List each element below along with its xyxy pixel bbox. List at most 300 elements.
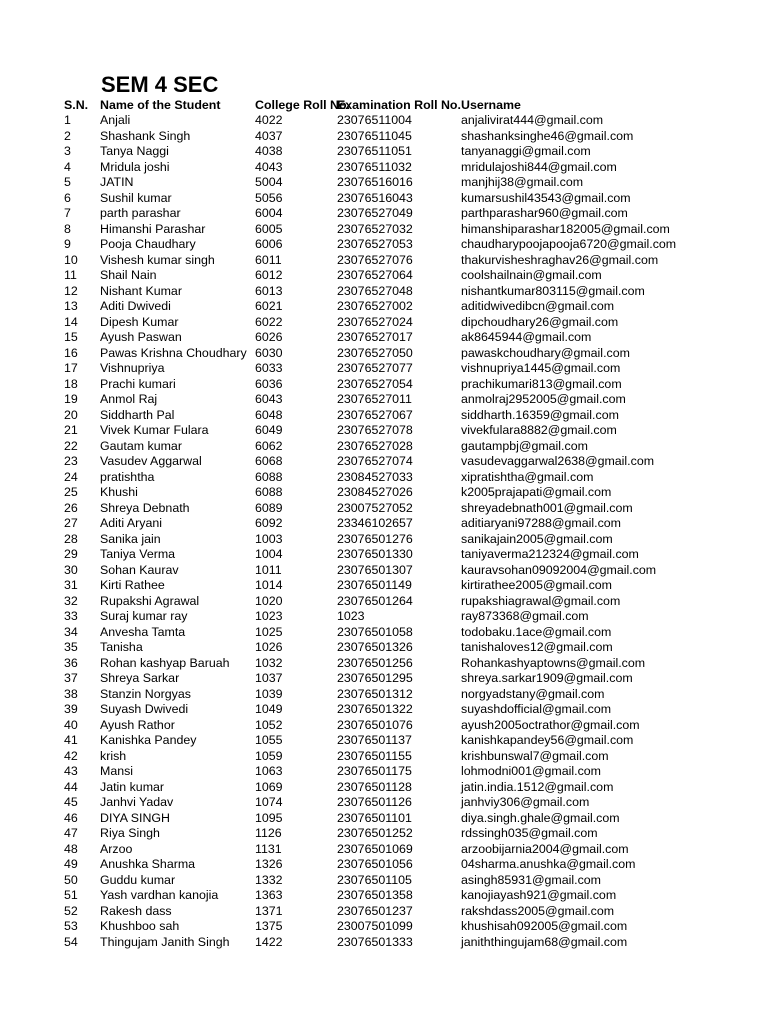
cell-student-name: Jatin kumar <box>100 779 165 794</box>
cell-username: himanshiparashar182005@gmail.com <box>461 221 670 236</box>
cell-college-roll-no: 6049 <box>255 423 283 437</box>
cell-student-name: Sushil kumar <box>100 190 172 205</box>
cell-student-name: Aditi Dwivedi <box>100 299 171 313</box>
cell-sn: 31 <box>64 578 78 592</box>
cell-sn: 29 <box>64 547 78 561</box>
table-row <box>0 315 768 331</box>
cell-username: ayush2005octrathor@gmail.com <box>461 717 640 732</box>
cell-college-roll-no: 1363 <box>255 888 283 902</box>
cell-examination-roll-no: 23076527049 <box>337 206 413 220</box>
cell-examination-roll-no: 23076527028 <box>337 438 413 453</box>
table-row <box>0 175 768 191</box>
table-row <box>0 113 768 129</box>
cell-student-name: Taniya Verma <box>100 547 176 561</box>
table-row <box>0 408 768 424</box>
cell-sn: 26 <box>64 500 78 515</box>
cell-college-roll-no: 6005 <box>255 221 283 236</box>
cell-student-name: Stanzin Norgyas <box>100 686 191 701</box>
cell-examination-roll-no: 23084527026 <box>337 485 413 499</box>
cell-college-roll-no: 4038 <box>255 144 283 158</box>
table-row <box>0 749 768 765</box>
cell-student-name: Shreya Sarkar <box>100 671 180 685</box>
cell-student-name: Riya Singh <box>100 826 160 840</box>
cell-username: nishantkumar803115@gmail.com <box>461 283 645 298</box>
table-row <box>0 857 768 873</box>
cell-username: kumarsushil43543@gmail.com <box>461 190 631 205</box>
cell-college-roll-no: 6012 <box>255 268 283 282</box>
cell-college-roll-no: 6048 <box>255 407 283 422</box>
cell-student-name: Vishnupriya <box>100 361 165 375</box>
cell-username: todobaku.1ace@gmail.com <box>461 624 612 639</box>
cell-username: aditiaryani97288@gmail.com <box>461 516 621 530</box>
cell-sn: 25 <box>64 485 78 499</box>
cell-sn: 17 <box>64 361 78 375</box>
cell-examination-roll-no: 1023 <box>337 609 365 623</box>
table-row <box>0 842 768 858</box>
cell-college-roll-no: 1059 <box>255 748 283 763</box>
cell-college-roll-no: 1126 <box>255 826 282 840</box>
cell-sn: 4 <box>64 159 71 174</box>
table-row <box>0 563 768 579</box>
cell-college-roll-no: 1371 <box>255 903 283 918</box>
cell-sn: 27 <box>64 516 78 530</box>
cell-college-roll-no: 4022 <box>255 113 283 127</box>
cell-student-name: Vivek Kumar Fulara <box>100 423 209 437</box>
cell-username: tanishaloves12@gmail.com <box>461 640 613 654</box>
cell-college-roll-no: 1020 <box>255 593 283 608</box>
table-row <box>0 904 768 920</box>
cell-username: vishnupriya1445@gmail.com <box>461 361 621 375</box>
cell-examination-roll-no: 23076501312 <box>337 686 413 701</box>
cell-username: ak8645944@gmail.com <box>461 330 592 344</box>
cell-sn: 18 <box>64 376 78 391</box>
cell-student-name: Shreya Debnath <box>100 500 190 515</box>
header-student-name: Name of the Student <box>100 98 221 112</box>
table-row <box>0 423 768 439</box>
cell-examination-roll-no: 23076501276 <box>337 531 413 546</box>
cell-sn: 3 <box>64 144 71 158</box>
cell-username: arzoobijarnia2004@gmail.com <box>461 841 629 856</box>
cell-college-roll-no: 1074 <box>255 795 283 809</box>
table-row <box>0 826 768 842</box>
table-row <box>0 361 768 377</box>
cell-username: taniyaverma212324@gmail.com <box>461 547 639 561</box>
cell-student-name: Anushka Sharma <box>100 857 196 871</box>
cell-student-name: DIYA SINGH <box>100 810 170 825</box>
cell-username: kanishkapandey56@gmail.com <box>461 733 634 747</box>
table-row <box>0 454 768 470</box>
cell-username: vasudevaggarwal2638@gmail.com <box>461 454 655 468</box>
table-row <box>0 609 768 625</box>
cell-examination-roll-no: 23076501056 <box>337 857 413 871</box>
cell-student-name: Dipesh Kumar <box>100 314 179 329</box>
table-row <box>0 485 768 501</box>
cell-examination-roll-no: 23076501252 <box>337 826 413 840</box>
cell-username: anmolraj2952005@gmail.com <box>461 392 626 406</box>
cell-student-name: Anvesha Tamta <box>100 624 186 639</box>
cell-college-roll-no: 6022 <box>255 314 283 329</box>
cell-examination-roll-no: 23076527074 <box>337 454 413 468</box>
cell-examination-roll-no: 23076501264 <box>337 593 413 608</box>
cell-sn: 34 <box>64 624 78 639</box>
cell-sn: 30 <box>64 562 78 577</box>
cell-college-roll-no: 1422 <box>255 934 283 949</box>
cell-username: shreyadebnath001@gmail.com <box>461 500 633 515</box>
cell-examination-roll-no: 23076516043 <box>337 190 413 205</box>
cell-examination-roll-no: 23076516016 <box>337 175 413 189</box>
cell-examination-roll-no: 23076527002 <box>337 299 413 313</box>
cell-student-name: Himanshi Parashar <box>100 221 206 236</box>
table-row <box>0 888 768 904</box>
cell-college-roll-no: 4043 <box>255 159 283 174</box>
cell-examination-roll-no: 23007501099 <box>337 919 413 933</box>
table-row <box>0 268 768 284</box>
cell-student-name: Shashank Singh <box>100 128 191 143</box>
cell-sn: 23 <box>64 454 78 468</box>
cell-college-roll-no: 5056 <box>255 190 283 205</box>
cell-college-roll-no: 6088 <box>255 469 283 484</box>
cell-sn: 33 <box>64 609 78 623</box>
cell-examination-roll-no: 23076527064 <box>337 268 413 282</box>
cell-username: tanyanaggi@gmail.com <box>461 144 591 158</box>
cell-student-name: Mridula joshi <box>100 159 170 174</box>
cell-student-name: Guddu kumar <box>100 872 176 887</box>
cell-college-roll-no: 1023 <box>255 609 283 623</box>
cell-sn: 43 <box>64 764 78 778</box>
cell-sn: 41 <box>64 733 78 747</box>
cell-college-roll-no: 6004 <box>255 206 283 220</box>
cell-student-name: Suraj kumar ray <box>100 609 188 623</box>
cell-college-roll-no: 6068 <box>255 454 283 468</box>
cell-sn: 7 <box>64 206 71 220</box>
header-username: Username <box>461 98 521 112</box>
cell-sn: 16 <box>64 345 78 360</box>
cell-examination-roll-no: 23076501322 <box>337 702 413 716</box>
table-row <box>0 237 768 253</box>
cell-sn: 11 <box>64 268 77 282</box>
cell-sn: 38 <box>64 686 78 701</box>
cell-username: janhviy306@gmail.com <box>461 795 590 809</box>
cell-username: mridulajoshi844@gmail.com <box>461 159 617 174</box>
cell-username: siddharth.16359@gmail.com <box>461 407 619 422</box>
cell-username: Rohankashyaptowns@gmail.com <box>461 655 646 670</box>
cell-sn: 37 <box>64 671 78 685</box>
cell-student-name: Tanya Naggi <box>100 144 169 158</box>
cell-college-roll-no: 1025 <box>255 624 283 639</box>
cell-college-roll-no: 1011 <box>255 562 282 577</box>
table-row <box>0 935 768 951</box>
cell-username: kirtirathee2005@gmail.com <box>461 578 613 592</box>
cell-username: lohmodni001@gmail.com <box>461 764 601 778</box>
cell-college-roll-no: 6089 <box>255 500 283 515</box>
cell-college-roll-no: 6092 <box>255 516 283 530</box>
cell-username: anjalivirat444@gmail.com <box>461 113 604 127</box>
table-row <box>0 222 768 238</box>
table-row <box>0 191 768 207</box>
cell-sn: 35 <box>64 640 78 654</box>
cell-college-roll-no: 1095 <box>255 810 283 825</box>
cell-college-roll-no: 5004 <box>255 175 283 189</box>
cell-sn: 47 <box>64 826 78 840</box>
table-row <box>0 873 768 889</box>
cell-username: rupakshiagrawal@gmail.com <box>461 593 621 608</box>
cell-college-roll-no: 1131 <box>255 841 282 856</box>
cell-sn: 44 <box>64 779 78 794</box>
table-row <box>0 656 768 672</box>
cell-student-name: Anmol Raj <box>100 392 158 406</box>
cell-sn: 45 <box>64 795 78 809</box>
cell-username: pawaskchoudhary@gmail.com <box>461 345 630 360</box>
cell-examination-roll-no: 23076501256 <box>337 655 413 670</box>
cell-examination-roll-no: 23076501069 <box>337 841 413 856</box>
cell-username: diya.singh.ghale@gmail.com <box>461 810 620 825</box>
cell-sn: 53 <box>64 919 78 933</box>
cell-sn: 46 <box>64 810 78 825</box>
cell-username: k2005prajapati@gmail.com <box>461 485 612 499</box>
cell-college-roll-no: 6013 <box>255 283 283 298</box>
cell-college-roll-no: 1052 <box>255 717 283 732</box>
table-row <box>0 299 768 315</box>
cell-examination-roll-no: 23076511032 <box>337 159 412 174</box>
table-row <box>0 346 768 362</box>
cell-student-name: Gautam kumar <box>100 438 182 453</box>
cell-examination-roll-no: 23076527054 <box>337 376 413 391</box>
cell-username: ray873368@gmail.com <box>461 609 589 623</box>
cell-college-roll-no: 1063 <box>255 764 283 778</box>
cell-student-name: Mansi <box>100 764 134 778</box>
cell-sn: 6 <box>64 190 71 205</box>
cell-student-name: Sohan Kaurav <box>100 562 179 577</box>
cell-student-name: Pooja Chaudhary <box>100 237 196 251</box>
cell-sn: 48 <box>64 841 78 856</box>
table-row <box>0 377 768 393</box>
cell-student-name: pratishtha <box>100 469 155 484</box>
sheet-title: SEM 4 SEC <box>101 72 219 97</box>
table-body <box>0 113 768 950</box>
cell-username: krishbunswal7@gmail.com <box>461 748 609 763</box>
cell-examination-roll-no: 23007527052 <box>337 500 413 515</box>
table-row <box>0 578 768 594</box>
cell-sn: 12 <box>64 283 78 298</box>
cell-examination-roll-no: 23076527076 <box>337 252 413 267</box>
cell-sn: 5 <box>64 175 71 189</box>
cell-student-name: Janhvi Yadav <box>100 795 174 809</box>
cell-student-name: Rupakshi Agrawal <box>100 593 200 608</box>
cell-sn: 36 <box>64 655 78 670</box>
header-examination-roll-no: Examination Roll No. <box>337 98 461 112</box>
cell-college-roll-no: 1055 <box>255 733 283 747</box>
cell-sn: 54 <box>64 934 78 949</box>
cell-username: coolshailnain@gmail.com <box>461 268 602 282</box>
cell-examination-roll-no: 23076501155 <box>337 748 412 763</box>
cell-student-name: Sanika jain <box>100 531 161 546</box>
cell-student-name: Pawas Krishna Choudhary <box>100 345 247 360</box>
cell-college-roll-no: 1375 <box>255 919 283 933</box>
cell-college-roll-no: 1039 <box>255 686 283 701</box>
cell-sn: 24 <box>64 469 78 484</box>
cell-college-roll-no: 4037 <box>255 128 283 143</box>
cell-student-name: Tanisha <box>100 640 143 654</box>
table-row <box>0 795 768 811</box>
cell-examination-roll-no: 23076501295 <box>337 671 413 685</box>
cell-college-roll-no: 1069 <box>255 779 283 794</box>
cell-examination-roll-no: 23076501058 <box>337 624 413 639</box>
cell-username: jatin.india.1512@gmail.com <box>461 779 614 794</box>
cell-college-roll-no: 6033 <box>255 361 283 375</box>
cell-sn: 32 <box>64 593 78 608</box>
cell-student-name: Vasudev Aggarwal <box>100 454 202 468</box>
cell-username: janiththingujam68@gmail.com <box>461 934 628 949</box>
cell-examination-roll-no: 23076527053 <box>337 237 413 251</box>
cell-examination-roll-no: 23076527017 <box>337 330 413 344</box>
cell-username: gautampbj@gmail.com <box>461 438 588 453</box>
cell-examination-roll-no: 23076527067 <box>337 407 413 422</box>
cell-college-roll-no: 6011 <box>255 252 282 267</box>
cell-sn: 28 <box>64 531 78 546</box>
cell-username: vivekfulara8882@gmail.com <box>461 423 617 437</box>
cell-student-name: Siddharth Pal <box>100 407 175 422</box>
cell-student-name: Khushi <box>100 485 138 499</box>
cell-sn: 15 <box>64 330 78 344</box>
table-row <box>0 780 768 796</box>
cell-sn: 52 <box>64 903 78 918</box>
cell-student-name: Arzoo <box>100 841 133 856</box>
cell-sn: 1 <box>64 113 71 127</box>
cell-student-name: Rohan kashyap Baruah <box>100 655 230 670</box>
cell-college-roll-no: 6062 <box>255 438 283 453</box>
cell-student-name: Kirti Rathee <box>100 578 165 592</box>
cell-examination-roll-no: 23076527032 <box>337 221 413 236</box>
cell-student-name: Ayush Paswan <box>100 330 182 344</box>
cell-examination-roll-no: 23076527011 <box>337 392 412 406</box>
cell-examination-roll-no: 23076501175 <box>337 764 412 778</box>
cell-username: sanikajain2005@gmail.com <box>461 531 613 546</box>
cell-examination-roll-no: 23076511051 <box>337 144 412 158</box>
cell-student-name: krish <box>100 748 127 763</box>
cell-username: thakurvisheshraghav26@gmail.com <box>461 252 659 267</box>
cell-sn: 9 <box>64 237 71 251</box>
header-sn: S.N. <box>64 98 89 112</box>
table-row <box>0 160 768 176</box>
cell-username: 04sharma.anushka@gmail.com <box>461 857 636 871</box>
cell-username: khushisah092005@gmail.com <box>461 919 628 933</box>
cell-sn: 42 <box>64 748 78 763</box>
cell-examination-roll-no: 23076501101 <box>337 810 412 825</box>
cell-college-roll-no: 1326 <box>255 857 283 871</box>
cell-student-name: Thingujam Janith Singh <box>100 934 230 949</box>
table-row <box>0 640 768 656</box>
cell-sn: 50 <box>64 872 78 887</box>
cell-student-name: Nishant Kumar <box>100 283 182 298</box>
cell-examination-roll-no: 23076501137 <box>337 733 412 747</box>
table-row <box>0 470 768 486</box>
cell-student-name: Yash vardhan kanojia <box>100 888 219 902</box>
cell-student-name: Khushboo sah <box>100 919 180 933</box>
table-row <box>0 702 768 718</box>
table-row <box>0 253 768 269</box>
table-row <box>0 733 768 749</box>
table-row <box>0 516 768 532</box>
cell-username: dipchoudhary26@gmail.com <box>461 314 619 329</box>
cell-sn: 8 <box>64 221 71 236</box>
cell-sn: 49 <box>64 857 78 871</box>
cell-username: kanojiayash921@gmail.com <box>461 888 617 902</box>
cell-college-roll-no: 1049 <box>255 702 283 716</box>
table-row <box>0 594 768 610</box>
cell-examination-roll-no: 23076511045 <box>337 128 412 143</box>
cell-student-name: Aditi Aryani <box>100 516 162 530</box>
cell-examination-roll-no: 23076527048 <box>337 283 413 298</box>
cell-examination-roll-no: 23084527033 <box>337 469 413 484</box>
cell-sn: 10 <box>64 252 78 267</box>
cell-examination-roll-no: 23076511004 <box>337 113 412 127</box>
cell-username: parthparashar960@gmail.com <box>461 206 628 220</box>
cell-student-name: Rakesh dass <box>100 903 172 918</box>
cell-examination-roll-no: 23076527050 <box>337 345 413 360</box>
table-row <box>0 764 768 780</box>
cell-college-roll-no: 1332 <box>255 872 283 887</box>
table-row <box>0 284 768 300</box>
cell-college-roll-no: 1004 <box>255 547 283 561</box>
cell-sn: 14 <box>64 314 78 329</box>
cell-examination-roll-no: 23076527024 <box>337 314 413 329</box>
cell-college-roll-no: 1032 <box>255 655 283 670</box>
cell-sn: 51 <box>64 888 78 902</box>
cell-examination-roll-no: 23076501149 <box>337 578 412 592</box>
cell-student-name: Anjali <box>100 113 131 127</box>
cell-examination-roll-no: 23076501076 <box>337 717 413 732</box>
cell-examination-roll-no: 23076501333 <box>337 934 413 949</box>
cell-examination-roll-no: 23076501358 <box>337 888 413 902</box>
table-row <box>0 129 768 145</box>
cell-sn: 19 <box>64 392 78 406</box>
cell-college-roll-no: 6030 <box>255 345 283 360</box>
cell-username: suyashdofficial@gmail.com <box>461 702 612 716</box>
cell-examination-roll-no: 23076501237 <box>337 903 413 918</box>
cell-sn: 21 <box>64 423 78 437</box>
cell-student-name: Kanishka Pandey <box>100 733 197 747</box>
table-row <box>0 718 768 734</box>
cell-examination-roll-no: 23076527078 <box>337 423 413 437</box>
table-row <box>0 330 768 346</box>
cell-college-roll-no: 1037 <box>255 671 283 685</box>
cell-college-roll-no: 6043 <box>255 392 283 406</box>
table-row <box>0 687 768 703</box>
table-row <box>0 392 768 408</box>
table-header-row <box>0 97 768 113</box>
cell-examination-roll-no: 23076501105 <box>337 872 412 887</box>
cell-username: xipratishtha@gmail.com <box>461 469 594 484</box>
cell-examination-roll-no: 23076501307 <box>337 562 413 577</box>
cell-college-roll-no: 6021 <box>255 299 283 313</box>
cell-username: aditidwivedibcn@gmail.com <box>461 299 615 313</box>
cell-username: rakshdass2005@gmail.com <box>461 903 615 918</box>
cell-college-roll-no: 6088 <box>255 485 283 499</box>
table-row <box>0 547 768 563</box>
cell-sn: 39 <box>64 702 78 716</box>
cell-student-name: parth parashar <box>100 206 181 220</box>
cell-college-roll-no: 6006 <box>255 237 283 251</box>
table-row <box>0 439 768 455</box>
table-row <box>0 671 768 687</box>
table-row <box>0 144 768 160</box>
cell-student-name: Prachi kumari <box>100 376 176 391</box>
cell-examination-roll-no: 23346102657 <box>337 516 413 530</box>
cell-username: kauravsohan09092004@gmail.com <box>461 562 657 577</box>
cell-username: shreya.sarkar1909@gmail.com <box>461 671 633 685</box>
cell-student-name: Vishesh kumar singh <box>100 252 215 267</box>
table-row <box>0 206 768 222</box>
